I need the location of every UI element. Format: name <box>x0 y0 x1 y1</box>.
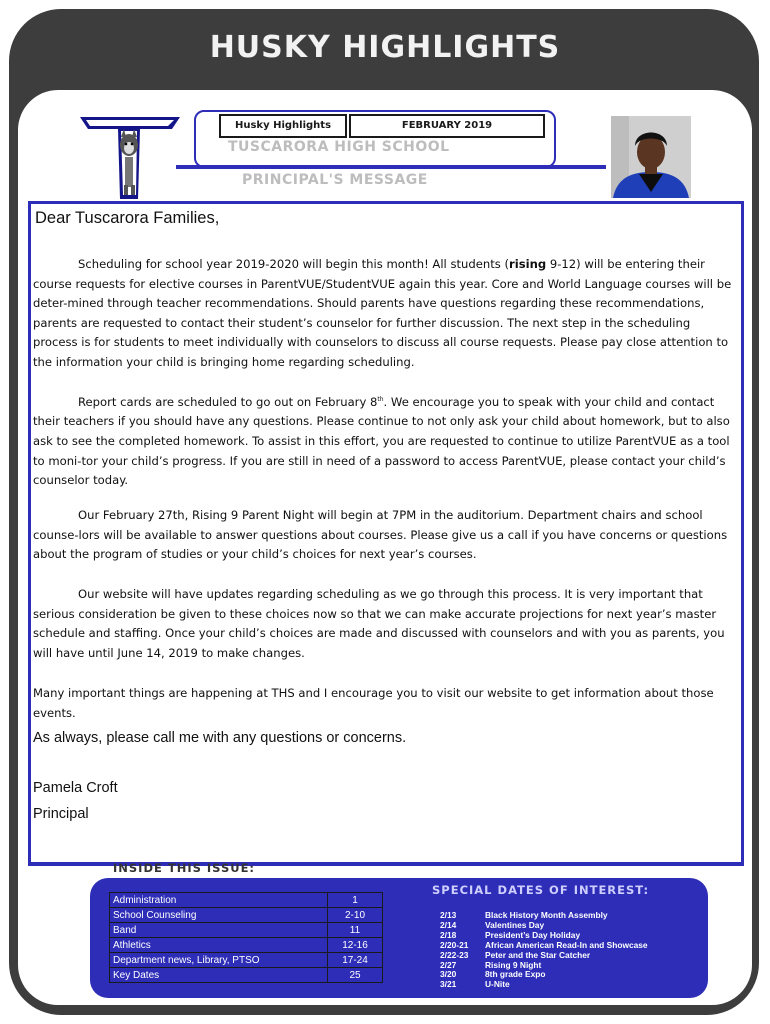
newsletter-name-box: Husky Highlights <box>219 114 347 138</box>
list-item <box>440 970 648 980</box>
section-title: PRINCIPAL'S MESSAGE <box>242 172 428 188</box>
salutation: Dear Tuscarora Families, <box>35 209 220 227</box>
table-row <box>110 893 383 908</box>
letter-paragraph-scheduling <box>33 255 737 373</box>
event-date: 3/21 <box>440 979 457 990</box>
list-item <box>440 951 648 961</box>
p2-text-a: Report cards are scheduled to go out on February 8 <box>78 394 378 409</box>
signature-title: Principal <box>33 806 89 822</box>
event-date: 2/22-23 <box>440 949 469 960</box>
p1-text-a: Scheduling for school year 2019-2020 will begin this month! All students ( <box>78 257 510 271</box>
event-date: 2/20-21 <box>440 939 469 950</box>
toc-label: Key Dates <box>110 968 328 983</box>
p3-text: Our February 27th, Rising 9 Parent Night will begin at 7PM in the auditorium. Department chairs and school counse-lors will be available to answer questions about courses. Please give us a call if you have concerns or questions about the program of studies or your child’s choices for next year’s courses. <box>33 508 728 562</box>
closing-line: As always, please call me with any questions or concerns. <box>33 730 407 746</box>
toc-page: 11 <box>328 923 383 938</box>
header-divider <box>176 165 606 169</box>
inside-issue-table <box>109 892 383 983</box>
toc-page: 17-24 <box>328 953 383 968</box>
toc-label: School Counseling <box>110 908 328 923</box>
event-date: 2/13 <box>440 910 457 920</box>
event-name: U-Nite <box>485 979 510 990</box>
principal-photo <box>611 116 691 198</box>
event-date: 3/20 <box>440 969 457 980</box>
event-name: Rising 9 Night <box>485 959 542 970</box>
list-item <box>440 980 648 990</box>
toc-label: Athletics <box>110 938 328 953</box>
table-row <box>110 968 383 983</box>
toc-page: 12-16 <box>328 938 383 953</box>
special-dates-list <box>440 911 648 990</box>
letter-paragraph-parent-night <box>33 506 737 565</box>
school-name: TUSCARORA HIGH SCHOOL <box>228 139 450 155</box>
event-name: 8th grade Expo <box>485 969 546 980</box>
toc-page: 25 <box>328 968 383 983</box>
table-row <box>110 923 383 938</box>
event-name: Valentines Day <box>485 919 545 930</box>
event-date: 2/18 <box>440 929 457 940</box>
issue-date-box: FEBRUARY 2019 <box>349 114 545 138</box>
toc-page: 2-10 <box>328 908 383 923</box>
p4-text: Our website will have updates regarding scheduling as we go through this process. It is very important that serious consideration be given to these choices now so that we can make accurate projections for next year’s master schedule and staffing. Once your child’s choices are made and discussed with counselors and with you as parents, you will have until June 14, 2019 to make changes. <box>33 587 725 660</box>
letter-paragraph-website <box>33 585 737 663</box>
event-date: 2/27 <box>440 959 457 970</box>
toc-label: Administration <box>110 893 328 908</box>
letter-paragraph-events: Many important things are happening at THS and I encourage you to visit our website to get information about those events. <box>33 686 714 720</box>
husky-logo <box>80 115 180 200</box>
event-name: Peter and the Star Catcher <box>485 949 591 960</box>
p2-sup: th <box>377 396 384 403</box>
event-name: African American Read-In and Showcase <box>485 939 648 950</box>
p2-text-b: . We encourage you to speak with your child and contact their teachers if you should have any questions. Please continue to not only ask your child about homework, but to also ask to see the completed homework. To assist in this effort, you are requested to continue to utilize ParentVUE as a tool to moni-tor your child’s progress. If you are still in need of a password to access ParentVUE, please contact your child’s counselor today. <box>33 394 730 488</box>
table-row <box>110 953 383 968</box>
inside-issue-title: INSIDE THIS ISSUE: <box>113 861 256 875</box>
p1-bold: rising <box>509 257 547 271</box>
event-date: 2/14 <box>440 919 457 930</box>
toc-label: Band <box>110 923 328 938</box>
toc-page: 1 <box>328 893 383 908</box>
table-row <box>110 908 383 923</box>
signature-name: Pamela Croft <box>33 780 118 796</box>
special-dates-title: SPECIAL DATES OF INTEREST: <box>432 883 650 897</box>
toc-label: Department news, Library, PTSO <box>110 953 328 968</box>
event-name: President’s Day Holiday <box>485 929 581 940</box>
event-name: Black History Month Assembly <box>485 910 608 920</box>
letter-paragraph-report-cards <box>33 390 737 491</box>
p1-text-b: 9-12) will be entering their course requests for elective courses in ParentVUE/StudentVUE again this year. Core and World Language courses will be deter-mined through teacher recommendations. Should parents have questions regarding these recommendations, parents are requested to contact their student’s counselor for further discussion. The next step in the scheduling process is for students to meet individually with counselors to discuss all course requests. Please pay close attention to the information your child is bringing home regarding scheduling. <box>33 257 732 369</box>
masthead-title: HUSKY HIGHLIGHTS <box>209 30 561 65</box>
table-row <box>110 938 383 953</box>
